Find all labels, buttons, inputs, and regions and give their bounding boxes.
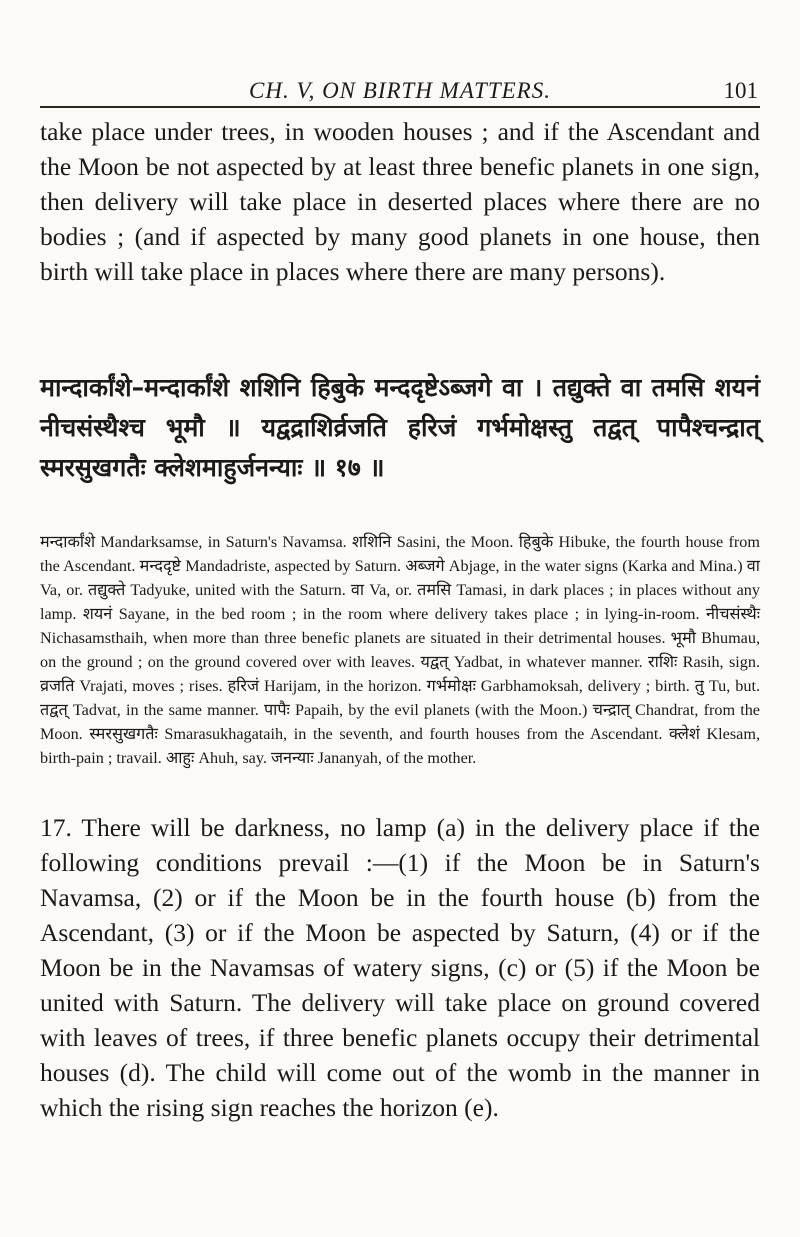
intro-block xyxy=(40,114,760,289)
verse-block xyxy=(40,368,760,488)
running-header xyxy=(40,78,760,108)
intro-paragraph: take place under trees, in wooden houses ; and if the Ascendant and the Moon be not aspected by at least three benefic planets in one sign, then delivery will take place in deserted places where there are no bodies ; (and if aspected by many good planets in one house, then birth will take place in places where there are many persons). xyxy=(40,117,760,286)
chapter-title: CH. V, ON BIRTH MATTERS. xyxy=(249,78,551,103)
translation-paragraph: 17. There will be darkness, no lamp (a) in the delivery place if the following conditions prevail :—(1) if the Moon be in Saturn's Navamsa, (2) or if the Moon be in the fourth house (b) from the Ascendant, (3) or if the Moon be aspected by Saturn, (4) or if the Moon be in the Navamsas of watery signs, (c) or (5) if the Moon be united with Saturn. The delivery will take place on ground covered with leaves of trees, if three benefic planets occupy their detrimental houses (d). The child will come out of the womb in the manner in which the rising sign reaches the horizon (e). xyxy=(40,813,760,1122)
sanskrit-verse: मान्दार्कांशे–मन्दार्कांशे शशिनि हिबुके मन्ददृष्टेऽब्जगे वा । तद्युक्ते वा तमसि शयनं नीचसंस्थैश्च भूमौ ॥ यद्वद्राशिर्व्रजति हरिजं गर्भमोक्षस्तु तद्वत् पापैश्चन्द्रात् स्मरसुखगतैः क्लेशमाहुर्जनन्याः ॥ १७ ॥ xyxy=(40,373,760,482)
word-glossary: मन्दार्कांशे Mandarksamse, in Saturn's Navamsa. शशिनि Sasini, the Moon. हिबुके Hibuke, the fourth house from the Ascendant. मन्ददृष्टे Mandadriste, aspected by Saturn. अब्जगे Abjage, in the water signs (Karka and Mina.) वा Va, or. तद्युक्ते Tadyuke, united with the Saturn. वा Va, or. तमसि Tamasi, in dark places ; in places without any lamp. शयनं Sayane, in the bed room ; in the room where delivery takes place ; in lying-in-room. नीचसंस्थैः Nichasamsthaih, when more than three benefic planets are situated in their detrimental houses. भूमौ Bhumau, on the ground ; on the ground covered over with leaves. यद्वत् Yadbat, in whatever manner. राशिः Rasih, sign. व्रजति Vrajati, moves ; rises. हरिजं Harijam, in the horizon. गर्भमोक्षः Garbhamoksah, delivery ; birth. तु Tu, but. तद्वत् Tadvat, in the same manner. पापैः Papaih, by the evil planets (with the Moon.) चन्द्रात् Chandrat, from the Moon. स्मरसुखगतैः Smarasukhagataih, in the seventh, and fourth houses from the Ascendant. क्लेशं Klesam, birth-pain ; travail. आहुः Ahuh, say. जनन्याः Jananyah, of the mother. xyxy=(40,533,760,767)
glossary-block xyxy=(40,530,760,770)
translation-block xyxy=(40,810,760,1125)
page-number: 101 xyxy=(723,78,758,103)
